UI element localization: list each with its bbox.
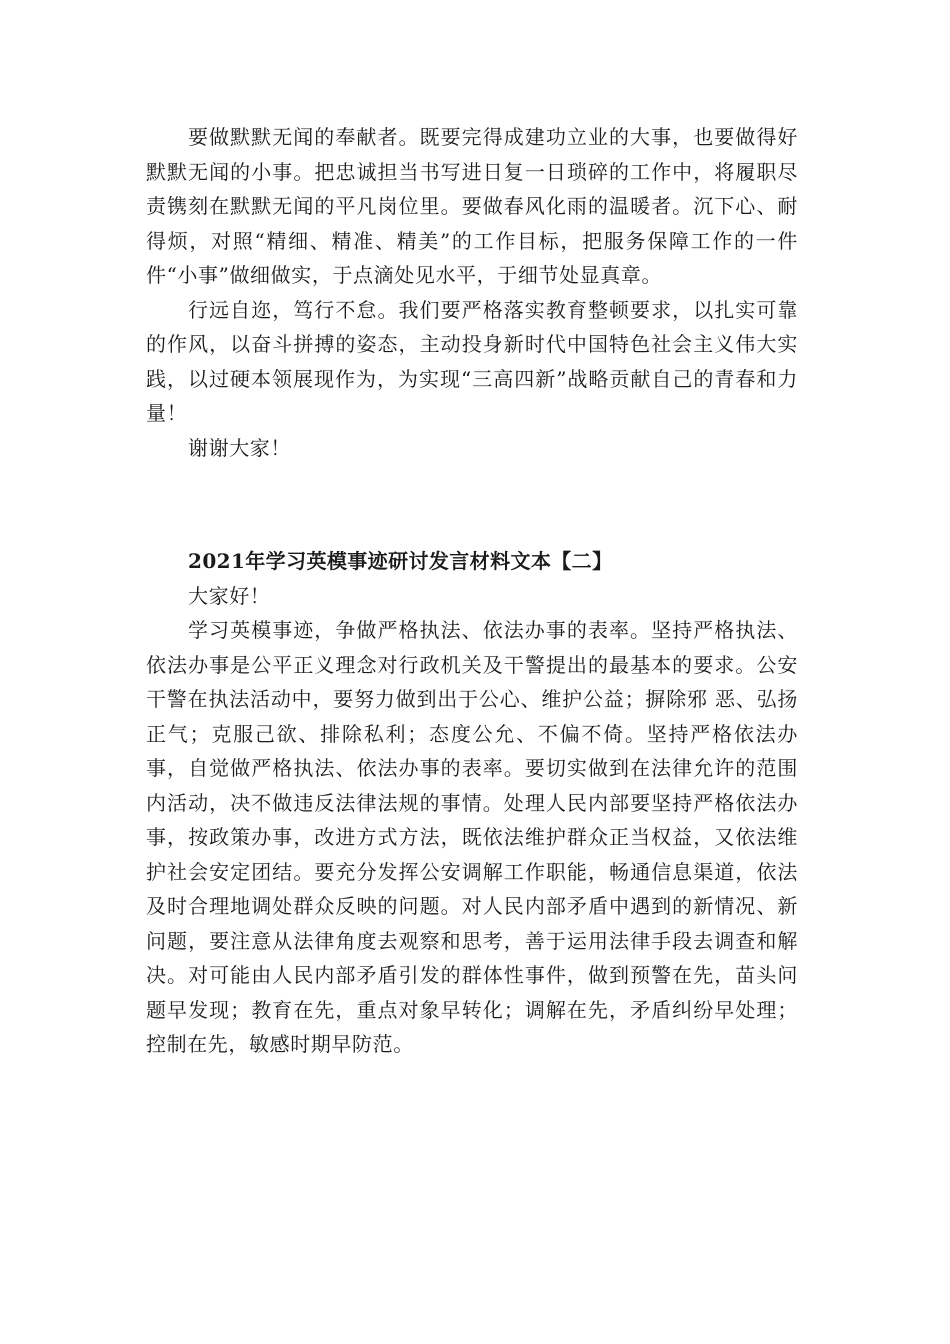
greeting: 大家好！ bbox=[188, 583, 271, 608]
paragraph: 学习英模事迹，争做严格执法、依法办事的表率。坚持严格执法、依法办事是公平正义理念对行政机关及干警提出的最基本的要求。公安干警在执法活动中，要努力做到出于公心、维护公益；摒除邪 恶、弘扬正气；克服己欲、排除私利；态度公允、不偏不倚。坚持严格依法办事，自觉做严格执法、依法办事的表率。要切实做到在法律允许的范围内活动，决不做违反法律法规的事情。处理人民内部要坚持严格依法办事，按政策办事，改进方式方法，既依法维护群众正当权益，又依法维护社会安定团结。要充分发挥公安调解工作职能，畅通信息渠道，依法及时合理地调处群众反映的问题。对人民内部矛盾中遇到的新情况、新问题，要注意从法律角度去观察和思考，善于运用法律手段去调查和解决。对可能由人民内部矛盾引发的群体性事件，做到预警在先，苗头问题早发现；教育在先，重点对象早转化；调解在先，矛盾纠纷早处理；控制在先，敏感时期早防范。 bbox=[146, 618, 798, 1056]
closing-remark: 谢谢大家！ bbox=[188, 435, 291, 460]
paragraph: 要做默默无闻的奉献者。既要完得成建功立业的大事，也要做得好默默无闻的小事。把忠诚担当书写进日复一日琐碎的工作中，将履职尽责镌刻在默默无闻的平凡岗位里。要做春风化雨的温暖者。沉下心、耐得烦，对照“精细、精准、精美”的工作目标，把服务保障工作的一件件“小事”做细做实，于点滴处见水平，于细节处显真章。 bbox=[146, 125, 798, 287]
section-title: 2021年学习英模事迹研讨发言材料文本【二】 bbox=[188, 549, 613, 573]
paragraph: 行远自迩，笃行不怠。我们要严格落实教育整顿要求，以扎实可靠的作风，以奋斗拼搏的姿态，主动投身新时代中国特色社会主义伟大实践，以过硬本领展现作为，为实现“三高四新”战略贡献自己的青春和力量！ bbox=[146, 297, 798, 425]
section-one bbox=[146, 120, 798, 465]
document-body bbox=[146, 120, 798, 1062]
section-two bbox=[146, 544, 798, 1062]
